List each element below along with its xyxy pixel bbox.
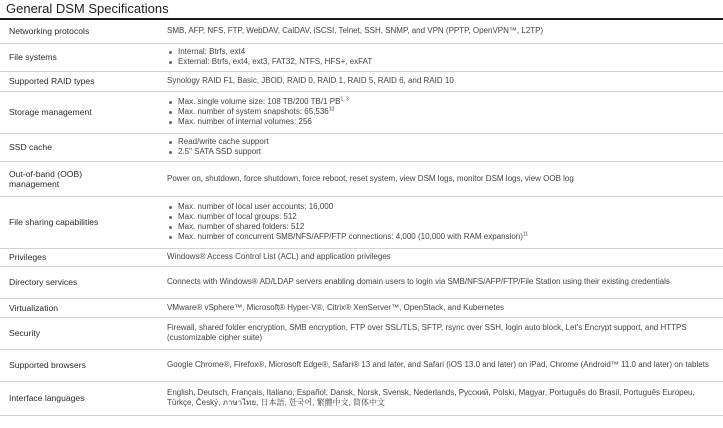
row-value: Synology RAID F1, Basic, JBOD, RAID 0, RAID 1, RAID 5, RAID 6, and RAID 10 [156,71,723,91]
list-item: Max. number of shared folders: 512 [167,222,717,232]
row-supported-browsers [0,349,723,381]
row-value: Connects with Windows® AD/LDAP servers enabling domain users to login via SMB/NFS/AFP/FTP/File Station using their existing credentials [156,266,723,298]
row-networking-protocols [0,20,723,43]
list-item: Internal: Btrfs, ext4 [167,47,717,57]
row-file-sharing-capabilities [0,196,723,248]
row-label: SSD cache [0,133,156,161]
row-directory-services [0,266,723,298]
row-label: Interface languages [0,381,156,415]
storage-management-list [167,97,717,127]
file-systems-list [167,47,717,67]
row-oob-management [0,161,723,196]
list-item: Max. number of local user accounts: 16,000 [167,202,717,212]
list-item: External: Btrfs, ext4, ext3, FAT32, NTFS, HFS+, exFAT [167,57,717,67]
row-label: Out-of-band (OOB) management [0,161,156,196]
row-label: Storage management [0,91,156,133]
list-item: Max. number of system snapshots: 65,536$^{10}$ [167,107,717,117]
row-label: File sharing capabilities [0,196,156,248]
row-security [0,317,723,349]
row-value: Firewall, shared folder encryption, SMB encryption, FTP over SSL/TLS, SFTP, rsync over SSH, login auto block, Let's Encrypt support, and HTTPS (customizable cipher suite) [156,317,723,349]
row-value: Windows® Access Control List (ACL) and application privileges [156,248,723,266]
row-label: Supported browsers [0,349,156,381]
row-file-systems [0,43,723,71]
row-label: Supported RAID types [0,71,156,91]
list-item: Max. single volume size: 108 TB/200 TB/1 PB$^{1, 3}$ [167,97,717,107]
file-sharing-list [167,202,717,242]
list-item: 2.5" SATA SSD support [167,147,717,157]
row-label: Directory services [0,266,156,298]
footnote-ref: 11 [522,231,529,238]
row-label: Virtualization [0,298,156,317]
row-label: Networking protocols [0,20,156,43]
list-item: Max. number of concurrent SMB/NFS/AFP/FTP connections: 4,000 (10,000 with RAM expansion)$^{11}$ [167,232,717,242]
list-item: Max. number of internal volumes: 256 [167,117,717,127]
ssd-cache-list [167,137,717,157]
row-label: Privileges [0,248,156,266]
row-privileges [0,248,723,266]
row-label: File systems [0,43,156,71]
row-ssd-cache [0,133,723,161]
row-label: Security [0,317,156,349]
row-supported-raid-types [0,71,723,91]
row-value: Google Chrome®, Firefox®, Microsoft Edge®, Safari® 13 and later, and Safari (iOS 13.0 and later) on iPad, Chrome (Android™ 11.0 and later) on tablets [156,349,723,381]
list-item: Max. number of local groups: 512 [167,212,717,222]
row-value: Power on, shutdown, force shutdown, force reboot, reset system, view DSM logs, monitor DSM logs, view OOB log [156,161,723,196]
row-value: VMware® vSphere™, Microsoft® Hyper-V®, Citrix® XenServer™, OpenStack, and Kubernetes [156,298,723,317]
page-title: General DSM Specifications [6,1,169,16]
footnote-ref: 10 [328,106,335,113]
row-value: SMB, AFP, NFS, FTP, WebDAV, CalDAV, iSCSI, Telnet, SSH, SNMP, and VPN (PPTP, OpenVPN™, L2TP) [156,20,723,43]
row-value: English, Deutsch, Français, Italiano, Español, Dansk, Norsk, Svensk, Nederlands, Русский, Polski, Magyar, Português do Brasil, Português Europeu, Türkçe, Český, ภาษาไทย, 日本語, 한국어, 繁體中文, 简体中文 [156,381,723,415]
row-interface-languages [0,381,723,415]
spec-table [0,20,723,416]
footnote-ref: 1, 3 [340,96,349,103]
row-storage-management [0,91,723,133]
list-item: Read/write cache support [167,137,717,147]
row-virtualization [0,298,723,317]
